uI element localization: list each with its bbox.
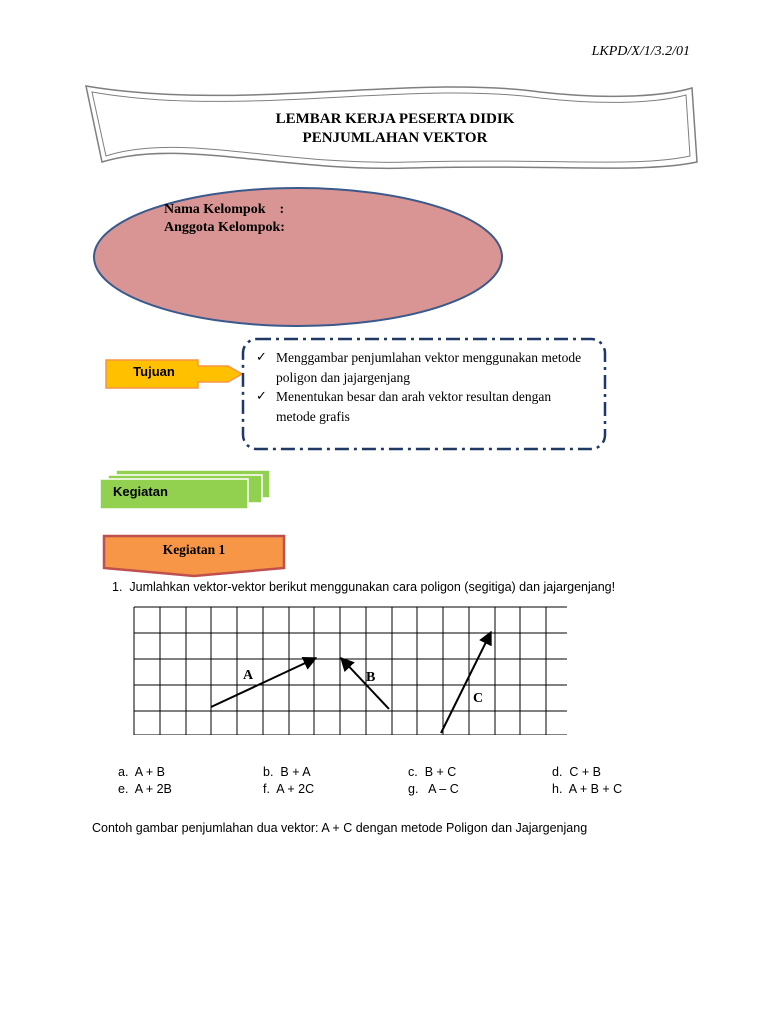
option-letter: g. bbox=[408, 782, 419, 796]
group-members-label: Anggota Kelompok: bbox=[164, 220, 285, 235]
option-f bbox=[263, 782, 314, 796]
worksheet-subtitle: PENJUMLAHAN VEKTOR bbox=[302, 130, 488, 146]
option-e bbox=[118, 782, 172, 796]
example-caption: Contoh gambar penjumlahan dua vektor: A + C dengan metode Poligon dan Jajargenjang bbox=[92, 821, 588, 835]
option-letter: h. bbox=[552, 782, 563, 796]
group-info bbox=[164, 201, 285, 237]
option-expression: A + 2B bbox=[134, 782, 172, 796]
kegiatan-1-label: Kegiatan 1 bbox=[162, 542, 226, 557]
option-expression: B + A bbox=[280, 765, 311, 779]
option-h bbox=[552, 782, 622, 796]
vector-c-arrow bbox=[441, 632, 491, 733]
option-d bbox=[552, 765, 601, 779]
option-letter: b. bbox=[263, 765, 274, 779]
option-expression: A + B bbox=[134, 765, 165, 779]
vector-c-label: C bbox=[473, 691, 484, 706]
option-b bbox=[263, 765, 311, 779]
option-letter: f. bbox=[263, 782, 270, 796]
goal-item: ✓ Menentukan besar dan arah vektor resultan dengan metode grafis bbox=[256, 387, 586, 426]
vector-a-label: A bbox=[243, 668, 254, 683]
goal-list bbox=[256, 348, 586, 426]
option-expression: C + B bbox=[569, 765, 602, 779]
vector-b-arrow bbox=[341, 658, 389, 709]
group-name-label: Nama Kelompok : bbox=[164, 202, 285, 217]
grid-lines bbox=[134, 607, 567, 735]
group-info-ellipse bbox=[90, 185, 506, 329]
vector-grid bbox=[133, 605, 573, 735]
worksheet-title: LEMBAR KERJA PESERTA DIDIK bbox=[275, 111, 515, 127]
option-c bbox=[408, 765, 456, 779]
question-text: Jumlahkan vektor-vektor berikut menggunakan cara poligon (segitiga) dan jajargenjang! bbox=[129, 580, 616, 594]
option-expression: B + C bbox=[424, 765, 457, 779]
question-number: 1. bbox=[112, 580, 123, 594]
kegiatan-label: Kegiatan bbox=[113, 484, 168, 499]
option-expression: A – C bbox=[425, 782, 459, 796]
option-letter: a. bbox=[118, 765, 129, 779]
option-expression: A + B + C bbox=[568, 782, 623, 796]
vector-b-label: B bbox=[366, 670, 376, 685]
option-expression: A + 2C bbox=[276, 782, 315, 796]
option-letter: c. bbox=[408, 765, 418, 779]
option-letter: d. bbox=[552, 765, 563, 779]
document-code: LKPD/X/1/3.2/01 bbox=[591, 44, 690, 59]
tujuan-label: Tujuan bbox=[133, 364, 175, 379]
goal-item: ✓ Menggambar penjumlahan vektor menggunakan metode poligon dan jajargenjang bbox=[256, 348, 586, 387]
option-letter: e. bbox=[118, 782, 129, 796]
option-a bbox=[118, 765, 165, 779]
question-1 bbox=[112, 580, 615, 594]
option-g bbox=[408, 782, 459, 796]
